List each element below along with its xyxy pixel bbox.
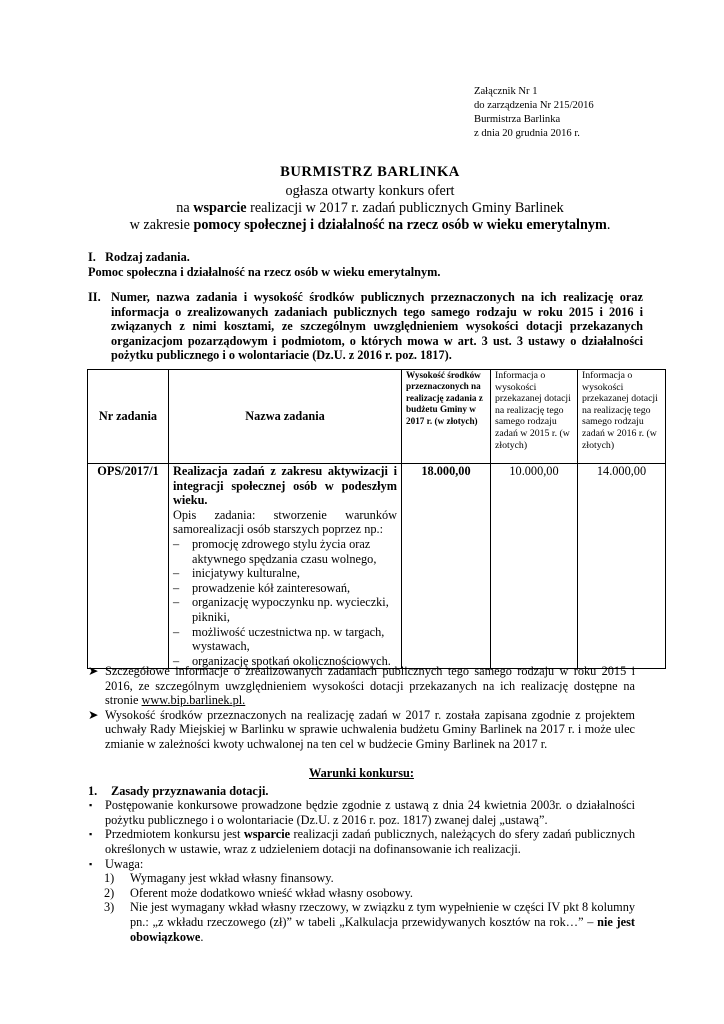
subheading-text: Zasady przyznawania dotacji. <box>111 783 269 798</box>
condition-text-bold: wsparcie <box>243 827 291 842</box>
amount-2016: 14.000,00 <box>578 464 666 669</box>
item-text: . <box>200 929 204 944</box>
numbered-item <box>88 886 635 901</box>
table-header-cell: Nr zadania <box>88 370 169 464</box>
text-segment: na <box>176 200 194 216</box>
item-text: Nie jest wymagany wkład własny rzeczowy, w związku z tym wypełnienie w części IV pkt 8 kolumny pn.: „z wkładu rzeczowego (zł)” w tabeli „Kalkulacja przewidywanych kosztów na rok…” – <box>130 900 635 929</box>
section-1-heading <box>88 250 643 265</box>
text-segment: . <box>606 217 611 233</box>
task-name: Realizacja zadań z zakresu aktywizacji i integracji społecznej osób w podeszłym wieku. <box>173 464 397 508</box>
amount-2015: 10.000,00 <box>491 464 578 669</box>
condition-bullet <box>88 827 635 856</box>
item-text-bold: nie jest obowiązkowe <box>130 914 635 944</box>
section-2-text <box>88 290 643 363</box>
title-subline <box>70 217 670 234</box>
section-2 <box>88 290 643 363</box>
conditions <box>88 766 635 944</box>
numbered-item <box>88 900 635 944</box>
condition-bullet <box>88 798 635 827</box>
task-name-cell <box>169 464 402 669</box>
square-bullet-icon: ▪ <box>89 829 93 840</box>
condition-text: Postępowanie konkursowe prowadzone będzie zgodnie z ustawą z dnia 24 kwietnia 2003r. o działalności pożytku publicznego i o wolontariacie (Dz.U. z 2016 r. poz. 1817) zwanej dalej „ustawą”. <box>105 798 635 827</box>
attachment-line: Załącznik Nr 1 <box>474 86 538 97</box>
item-text: Oferent może dodatkowo wnieść wkład własny osobowy. <box>130 885 413 900</box>
text-segment-bold: pomocy społecznej i działalność na rzecz osób w wieku emerytalnym <box>193 217 607 233</box>
arrow-bullet-icon: ➤ <box>88 664 99 678</box>
list-item: – promocję zdrowego stylu życia oraz aktywnego spędzania czasu wolnego, <box>173 537 397 566</box>
task-items-list <box>173 537 397 668</box>
table-header-cell: Informacja o wysokości przekazanej dotacji na realizację tego samego rodzaju zadań w 2015 r. (w złotych) <box>491 370 578 464</box>
square-bullet-icon: ▪ <box>89 858 93 869</box>
attachment-line: Burmistrza Barlinka <box>474 114 561 125</box>
list-item: – organizację spotkań okolicznościowych. <box>173 654 397 669</box>
table-header-cell: Nazwa zadania <box>169 370 402 464</box>
square-bullet-icon: ▪ <box>89 800 93 811</box>
conditions-heading: Warunki konkursu: <box>309 766 414 780</box>
item-number: 3) <box>104 900 115 915</box>
numbered-item <box>88 871 635 886</box>
list-item: – inicjatywy kulturalne, <box>173 566 397 581</box>
section-heading: Rodzaj zadania. <box>105 250 190 264</box>
note-text: Wysokość środków przeznaczonych na realizację zadań w 2017 r. została zapisana zgodnie z projektem uchwały Rady Miejskiej w Barlinku w sprawie uchwalenia budżetu Gminy Barlinek na 2017 r. i może ulec zmianie w zależności kwoty uchwalonej na ten cel w budżecie Gminy Barlinek na 2017 r. <box>105 707 635 751</box>
text-segment-bold: wsparcie <box>193 200 247 216</box>
list-item: – organizację wypoczynku np. wycieczki, pikniki, <box>173 595 397 624</box>
section-number: I. <box>88 250 96 264</box>
note-text: Szczegółowe informacje o zrealizowanych zadaniach publicznych tego samego rodzaju w roku 2015 i 2016, ze szczególnym uwzględnieniem wysokości dotacji przekazanych na ich realizację dostępne na stronie <box>105 664 635 708</box>
document-title: BURMISTRZ BARLINKA <box>280 164 460 180</box>
task-number: OPS/2017/1 <box>88 464 169 669</box>
bip-link[interactable]: www.bip.barlinek.pl. <box>141 693 246 708</box>
attachment-header <box>474 85 594 141</box>
table-header-row <box>88 370 666 464</box>
amount-2017: 18.000,00 <box>402 464 491 669</box>
condition-text: Uwaga: <box>105 856 144 871</box>
list-item: – prowadzenie kół zainteresowań, <box>173 581 397 596</box>
section-number: II. <box>88 290 101 304</box>
section-1-text: Pomoc społeczna i działalność na rzecz osób w wieku emerytalnym. <box>88 264 441 279</box>
condition-text: Przedmiotem konkursu jest <box>105 827 244 842</box>
notes <box>88 664 635 752</box>
section-2-body: Numer, nazwa zadania i wysokość środków publicznych przeznaczonych na ich realizację oraz informacja o zrealizowanych zadaniach publicznych tego samego rodzaju w roku 2015 i 2016 i związanych z nimi kosztami, ze szczególnym uwzględnieniem wysokości dotacji przekazanych organizacjom pozarządowym i podmiotom, o których mowa w art. 3 ust. 3 ustawy o działalności pożytku publicznego i o wolontariacie (Dz.U. z 2016 r. poz. 1817). <box>111 290 643 363</box>
table-header-cell: Informacja o wysokości przekazanej dotacji na realizację tego samego rodzaju zadań w 2016 r. (w złotych) <box>578 370 666 464</box>
text-segment: realizacji w 2017 r. zadań publicznych Gminy Barlinek <box>246 200 564 216</box>
condition-text: realizacji zadań publicznych, należących do sfery zadań publicznych określonych w ustawie, wraz z udzieleniem dotacji na dofinansowanie ich realizacji. <box>105 827 636 856</box>
item-text: Wymagany jest wkład własny finansowy. <box>130 871 334 886</box>
table-header-cell: Wysokość środków przeznaczonych na realizację zadania z budżetu Gminy w 2017 r. (w złotych) <box>402 370 491 464</box>
item-number: 1) <box>104 871 115 886</box>
section-number: 1. <box>88 783 98 798</box>
attachment-line: z dnia 20 grudnia 2016 r. <box>474 128 580 139</box>
title-subline: ogłasza otwarty konkurs ofert <box>285 183 455 199</box>
note-item <box>88 664 635 708</box>
task-description: Opis zadania: stworzenie warunków samorealizacji osób starszych poprzez np.: <box>173 507 397 537</box>
arrow-bullet-icon: ➤ <box>88 707 99 722</box>
tasks-table <box>87 369 666 669</box>
section-1 <box>88 250 643 279</box>
conditions-subheading <box>88 784 635 799</box>
condition-bullet <box>88 857 635 872</box>
attachment-line: do zarządzenia Nr 215/2016 <box>474 100 594 111</box>
table-row <box>88 464 666 669</box>
list-item: – możliwość uczestnictwa np. w targach, wystawach, <box>173 625 397 654</box>
title-subline <box>70 200 670 217</box>
text-segment: w zakresie <box>129 217 194 233</box>
item-number: 2) <box>104 885 115 900</box>
note-item <box>88 708 635 752</box>
